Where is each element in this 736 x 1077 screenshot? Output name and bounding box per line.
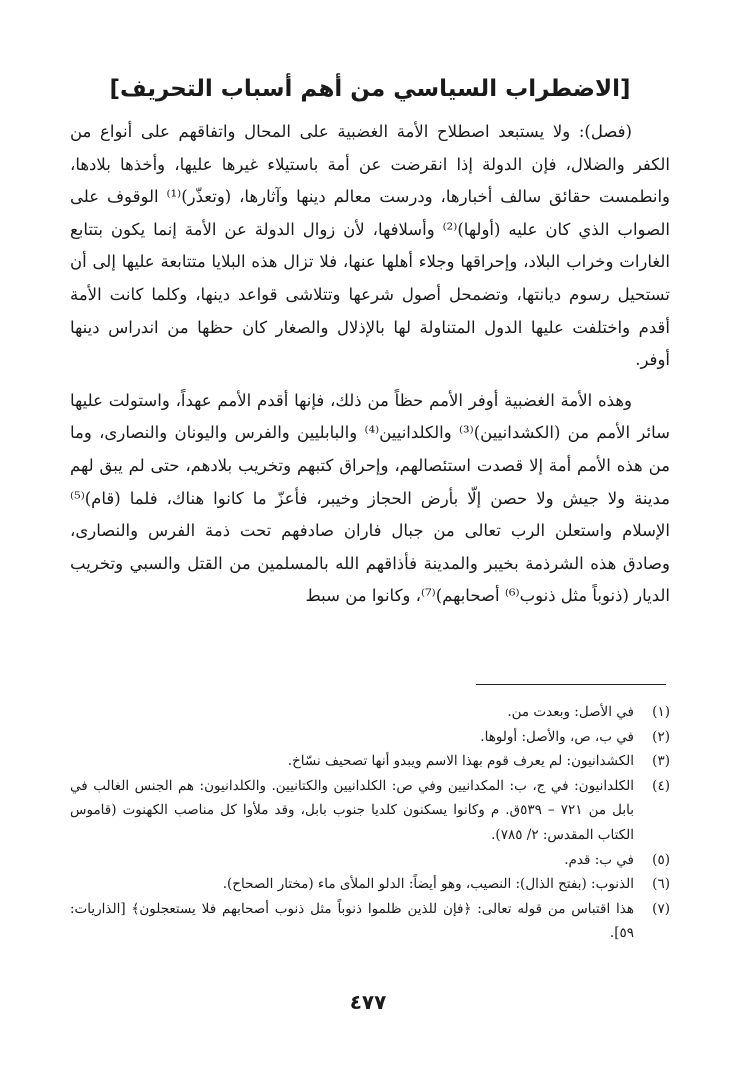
section-heading: [الاضطراب السياسي من أهم أسباب التحريف]: [109, 76, 631, 102]
footnotes: [70, 700, 670, 946]
footnote-text: هذا اقتباس من قوله تعالى: ﴿فإن للذين ظلموا ذنوباً مثل ذنوب أصحابهم فلا يستعجلون﴾ [الذاريات: ٥٩].: [70, 900, 634, 942]
footnote-number: (٤): [652, 777, 670, 794]
footnote: [70, 897, 670, 946]
footnote-text: في ب، ص، والأصل: أولوها.: [480, 728, 634, 745]
footnote: [70, 700, 670, 725]
footnote-text: في الأصل: وبعدت من.: [507, 704, 634, 720]
footnote-text: الكشدانيون: لم يعرف قوم بهذا الاسم ويبدو أنها تصحيف نسّاخ.: [287, 753, 634, 770]
footnote-number: (٧): [652, 900, 670, 917]
main-text: [70, 60, 670, 621]
page-number: ٤٧٧: [349, 990, 387, 1014]
footnote-number: (٢): [652, 728, 670, 745]
footnote-number: (١): [652, 704, 670, 720]
footnote-text: الكلدانيون: في ج، ب: المكدانيين وفي ص: الكلدانيين والكتانيين. والكلدانيون: هم الجنس الغالب في بابل من ٧٢١ – ٥٣٩ق. م وكانوا يسكنون كلديا جنوب بابل، وقد ملأوا كل مناصب الكهنوت (قاموس الكتاب المقدس: ٢/ ٧٨٥).: [70, 777, 634, 843]
footnote-text: في ب: قدم.: [564, 851, 634, 868]
footnote-number: (٦): [652, 876, 670, 893]
paragraph: (فصل): ولا يستبعد اصطلاح الأمة الغضبية على المحال واتفاقهم على أنواع من الكفر والضلال، فإن الدولة إذا انقرضت عن أمة باستيلاء غيرها عليها، وأخذها بلادها، وانطمست حقائق سالف أخبارها، ودرست معالم دينها وآثارها، (وتعذّر)⁽¹⁾ الوقوف على الصواب الذي كان عليه (أولها)⁽²⁾ وأسلافها، لأن زوال الدولة عن الأمة إنما يكون بتتابع الغارات وخراب البلاد، وإحراقها وجلاء أهلها عنها، فلا تزال هذه البلايا متتابعة عليها إلى أن تستحيل رسوم ديانتها، وتضمحل أصول شرعها وتتلاشى قواعد دينها، وكلما كانت الأمة أقدم واختلفت عليها الدول المتناولة لها بالإذلال والصغار كان حظها من اندراس دينها أوفر.: [70, 122, 670, 370]
footnote-number: (٣): [652, 753, 670, 770]
footnote: [70, 848, 670, 873]
footnote-text: الذنوب: (بفتح الذال): النصيب، وهو أيضاً: الدلو الملأى ماء (مختار الصحاح).: [222, 876, 634, 893]
paragraph: وهذه الأمة الغضبية أوفر الأمم حظاً من ذلك، فإنها أقدم الأمم عهداً، واستولت عليها سائر الأمم من (الكشدانيين)⁽³⁾ والكلدانيين⁽⁴⁾ والبابليين والفرس واليونان والنصارى، وما من هذه الأمم أمة إلا قصدت استئصالهم، وإحراق كتبهم وتخريب بلادهم، حتى لم يبق لهم مدينة ولا جيش ولا حصن إلّا بأرض الحجاز وخيبر، فأعزّ ما كانوا هناك، فلما (قام)⁽⁵⁾ الإسلام واستعلن الرب تعالى من جبال فاران صادفهم تحت ذمة الفرس والنصارى، وصادق هذه الشرذمة بخيبر والمدينة فأذاقهم الله بالمسلمين من القتل والسبي وتخريب الديار (ذنوباً مثل ذنوب⁽⁶⁾ أصحابهم)⁽⁷⁾، وكانوا من سبط: [70, 390, 670, 606]
footnote: [70, 725, 670, 750]
footnote: [70, 774, 670, 848]
footnote: [70, 749, 670, 774]
footnote: [70, 872, 670, 897]
footnote-separator: [476, 684, 666, 685]
footnote-number: (٥): [652, 851, 670, 868]
